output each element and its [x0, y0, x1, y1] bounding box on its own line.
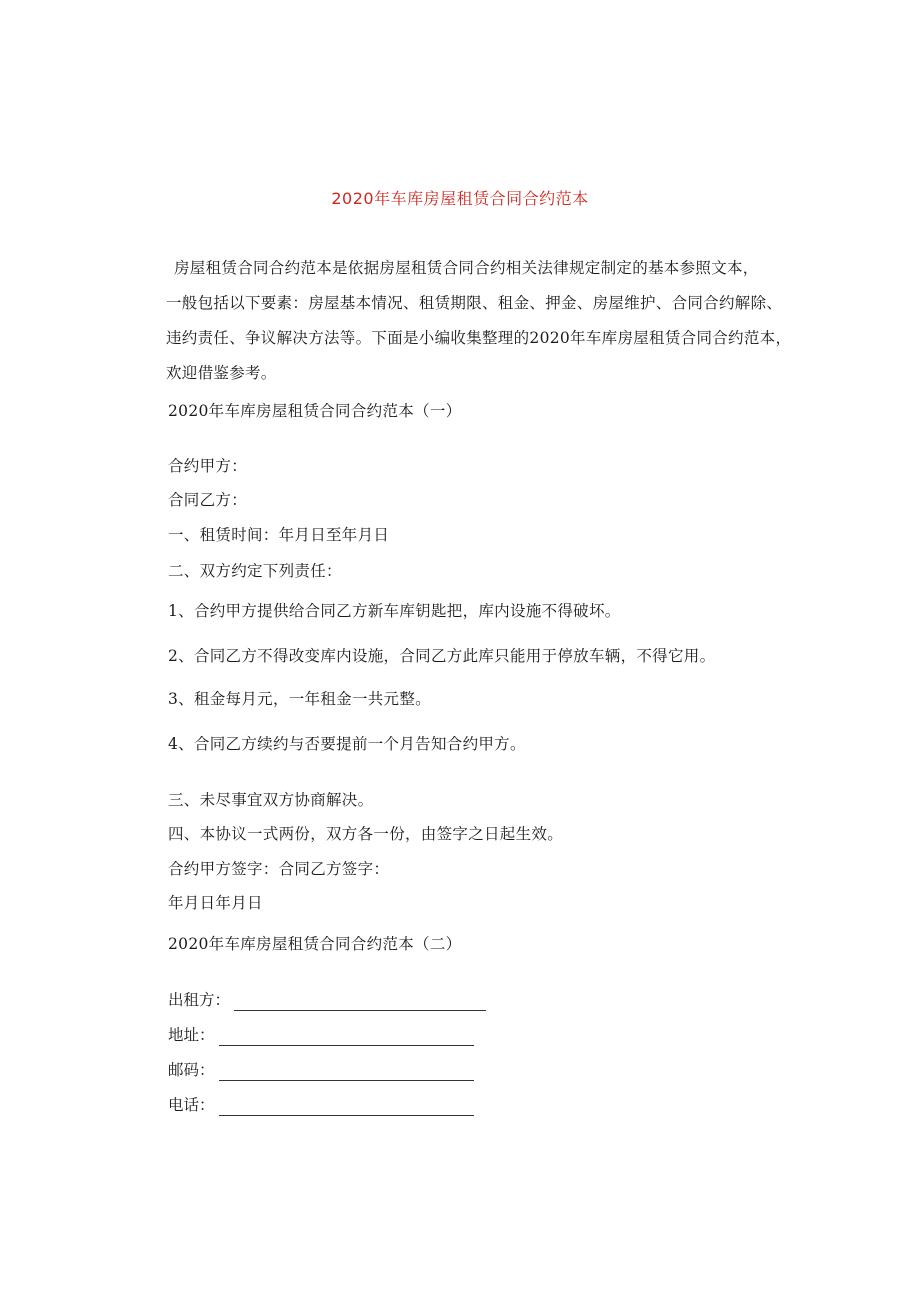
postcode-label: 邮码： [168, 1061, 215, 1079]
phone-label: 电话： [168, 1096, 215, 1114]
intro-line: 欢迎借鉴参考。 [166, 364, 277, 382]
document-title: 2020年车库房屋租赁合同合约范本 [331, 189, 589, 208]
clause-rental-period: 一、租赁时间：年月日至年月日 [168, 526, 390, 544]
responsibility-item: 3、租金每月元，一年租金一共元整。 [168, 690, 431, 708]
responsibility-item: 2、合同乙方不得改变库内设施，合同乙方此库只能用于停放车辆，不得它用。 [168, 647, 716, 665]
date-line: 年月日年月日 [168, 894, 263, 912]
party-a-label: 合约甲方： [168, 457, 248, 475]
responsibility-item: 4、合同乙方续约与否要提前一个月告知合约甲方。 [168, 735, 526, 753]
responsibility-item: 1、合约甲方提供给合同乙方新车库钥匙把，库内设施不得破坏。 [168, 602, 621, 620]
section2-heading: 2020年车库房屋租赁合同合约范本（二） [168, 935, 462, 953]
lessor-blank[interactable] [234, 994, 486, 1011]
intro-paragraph [166, 251, 806, 391]
intro-line: 一般包括以下要素：房屋基本情况、租赁期限、租金、押金、房屋维护、合同合约解除、 [166, 294, 783, 312]
postcode-blank[interactable] [219, 1064, 474, 1081]
clause-negotiation: 三、未尽事宜双方协商解决。 [168, 791, 374, 809]
address-label: 地址： [168, 1026, 215, 1044]
intro-line: 房屋租赁合同合约范本是依据房屋租赁合同合约相关法律规定制定的基本参照文本， [174, 259, 759, 277]
clause-responsibilities: 二、双方约定下列责任： [168, 562, 342, 580]
phone-field [168, 1094, 474, 1116]
postcode-field [168, 1059, 474, 1081]
party-b-label: 合同乙方： [168, 491, 248, 509]
intro-line: 违约责任、争议解决方法等。下面是小编收集整理的2020年车库房屋租赁合同合约范本， [166, 329, 792, 347]
phone-blank[interactable] [219, 1099, 474, 1116]
signature-line: 合约甲方签字：合同乙方签字： [168, 860, 390, 878]
lessor-field [168, 989, 486, 1011]
lessor-label: 出租方： [168, 991, 231, 1009]
section1-heading: 2020年车库房屋租赁合同合约范本（一） [168, 402, 462, 420]
address-blank[interactable] [219, 1029, 474, 1046]
clause-copies: 四、本协议一式两份，双方各一份，由签字之日起生效。 [168, 825, 564, 843]
address-field [168, 1024, 474, 1046]
